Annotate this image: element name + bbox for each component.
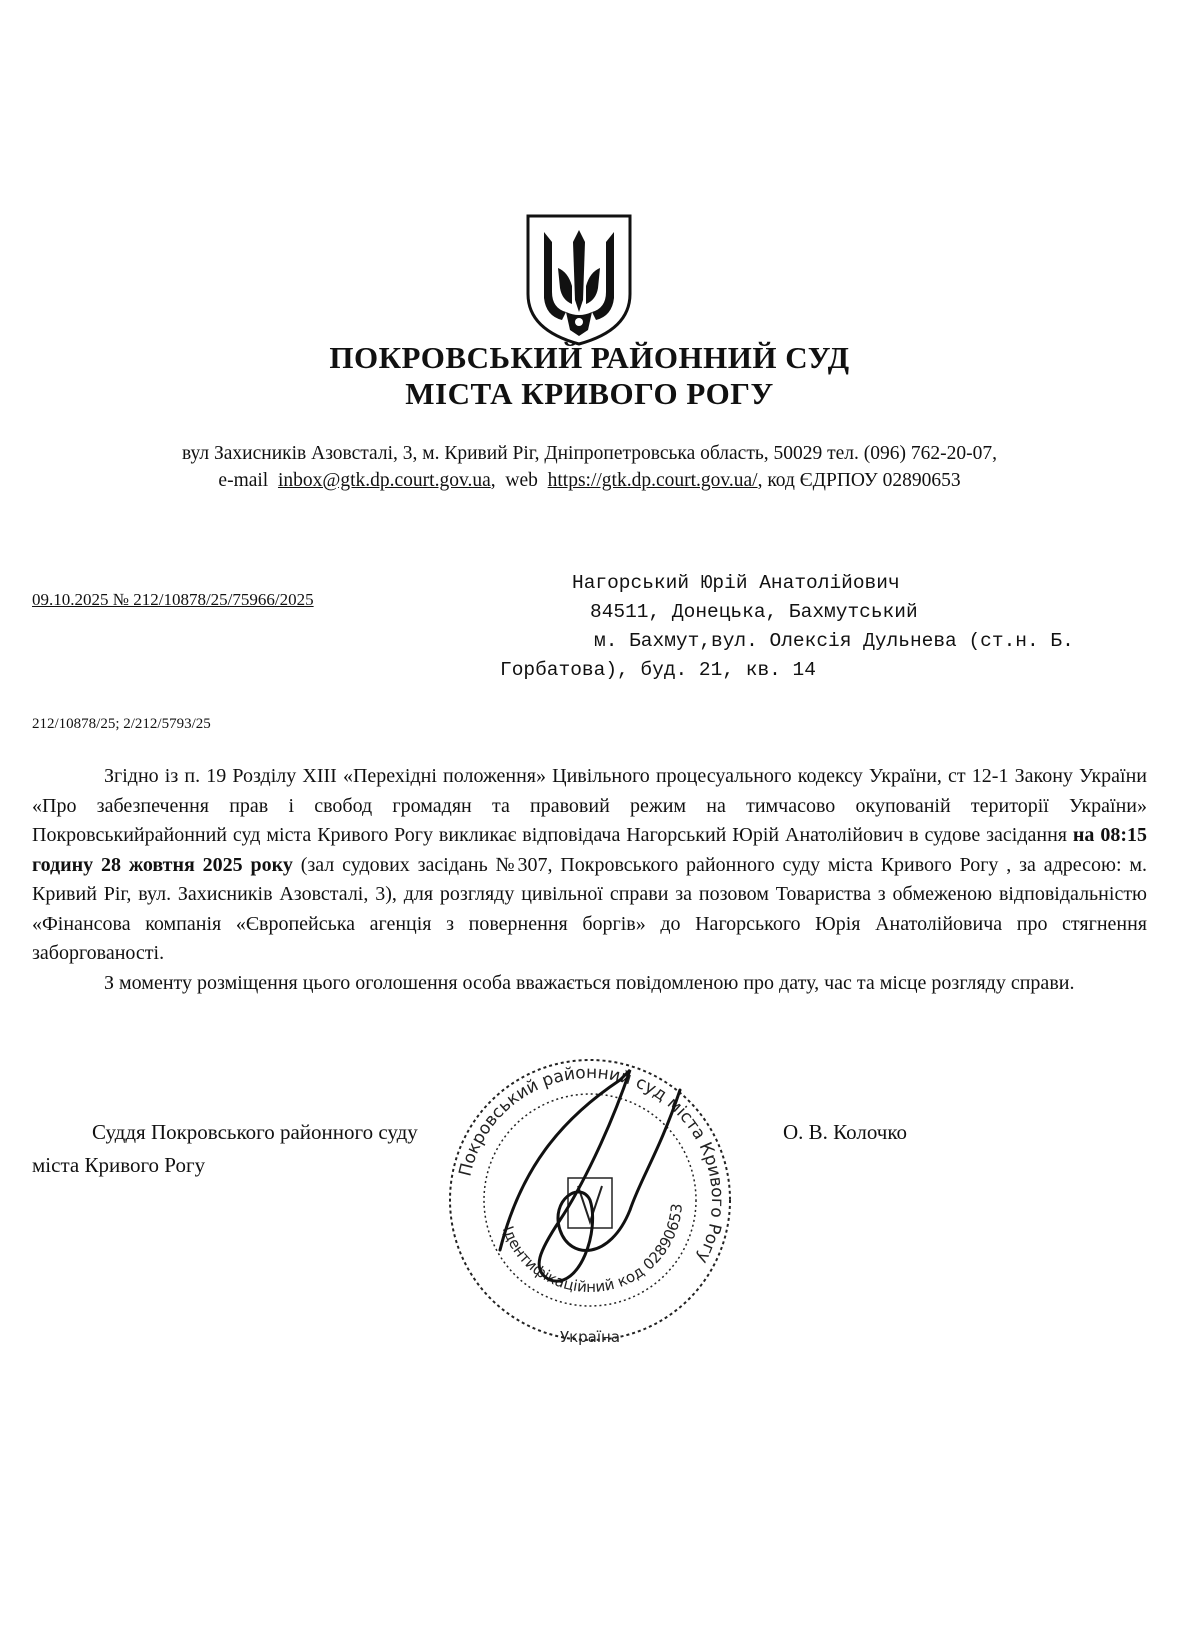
- edrpou-code: код ЄДРПОУ 02890653: [767, 470, 961, 491]
- case-numbers: 212/10878/25; 2/212/5793/25: [32, 716, 211, 732]
- seal-outer-text: Покровський районний суд міста Кривого Рогу: [455, 1062, 728, 1267]
- recipient-address-line-1: 84511, Донецька, Бахмутський: [590, 601, 918, 623]
- judge-name: О. В. Колочко: [783, 1120, 907, 1144]
- trident-emblem-icon: [522, 212, 636, 347]
- court-name-line-1: ПОКРОВСЬКИЙ РАЙОННИЙ СУД: [329, 340, 850, 375]
- notice-body: [32, 762, 1147, 998]
- judge-title: [32, 1116, 418, 1182]
- summons-paragraph: Згідно із п. 19 Розділу XIII «Перехідні положення» Цивільного процесуального кодексу України, ст 12-1 Закону України «Про забезпечення прав і свобод громадян та правовий режим на тимчасово окупованій території України» Покровськийрайонний суд міста Кривого Рогу викликає відповідача Нагорський Юрій Анатолійович в судове засідання на 08:15 годину 28 жовтня 2025 року (зал судових засідань №307, Покровського районного суду міста Кривого Рогу , за адресою: м. Кривий Ріг, вул. Захисників Азовсталі, 3), для розгляду цивільної справи за позовом Товариства з обмеженою відповідальністю «Фінансова компанія «Європейська агенція з повернення боргів» до Нагорського Юрія Анатолійовича про стягнення заборгованості.: [32, 765, 1148, 964]
- recipient-address-line-3: Горбатова), буд. 21, кв. 14: [500, 659, 816, 681]
- court-address: вул Захисників Азовсталі, 3, м. Кривий Ріг, Дніпропетровська область, 50029 тел. (096) 762-20-07,: [181, 443, 998, 464]
- outgoing-reference: 09.10.2025 № 212/10878/25/75966/2025: [32, 590, 314, 609]
- recipient-name: Нагорський Юрій Анатолійович: [572, 572, 900, 594]
- court-contacts: e-mail inbox@gtk.dp.court.gov.ua, web https://gtk.dp.court.gov.ua/, код ЄДРПОУ 02890653: [218, 470, 961, 491]
- notice-paragraph: З моменту розміщення цього оголошення особа вважається повідомленою про дату, час та місце розгляду справи.: [104, 971, 1075, 994]
- seal-country: Україна: [559, 1328, 621, 1346]
- web-link[interactable]: https://gtk.dp.court.gov.ua/: [547, 470, 758, 491]
- hearing-datetime: на 08:15 годину 28 жовтня 2025 року: [32, 824, 1148, 876]
- email-link[interactable]: inbox@gtk.dp.court.gov.ua: [277, 470, 491, 491]
- email-label: e-mail: [218, 470, 269, 491]
- judge-title-line-2: міста Кривого Рогу: [32, 1153, 206, 1177]
- web-label: web: [505, 470, 538, 491]
- court-name-line-2: МІСТА КРИВОГО РОГУ: [405, 376, 774, 411]
- judge-title-line-1: Суддя Покровського районного суду: [92, 1120, 418, 1144]
- court-seal-icon: [440, 1050, 740, 1350]
- recipient-address-line-2: м. Бахмут,вул. Олексія Дульнева (ст.н. Б.: [594, 630, 1074, 652]
- seal-inner-text: Ідентифікаційний код 02890653: [498, 1202, 687, 1297]
